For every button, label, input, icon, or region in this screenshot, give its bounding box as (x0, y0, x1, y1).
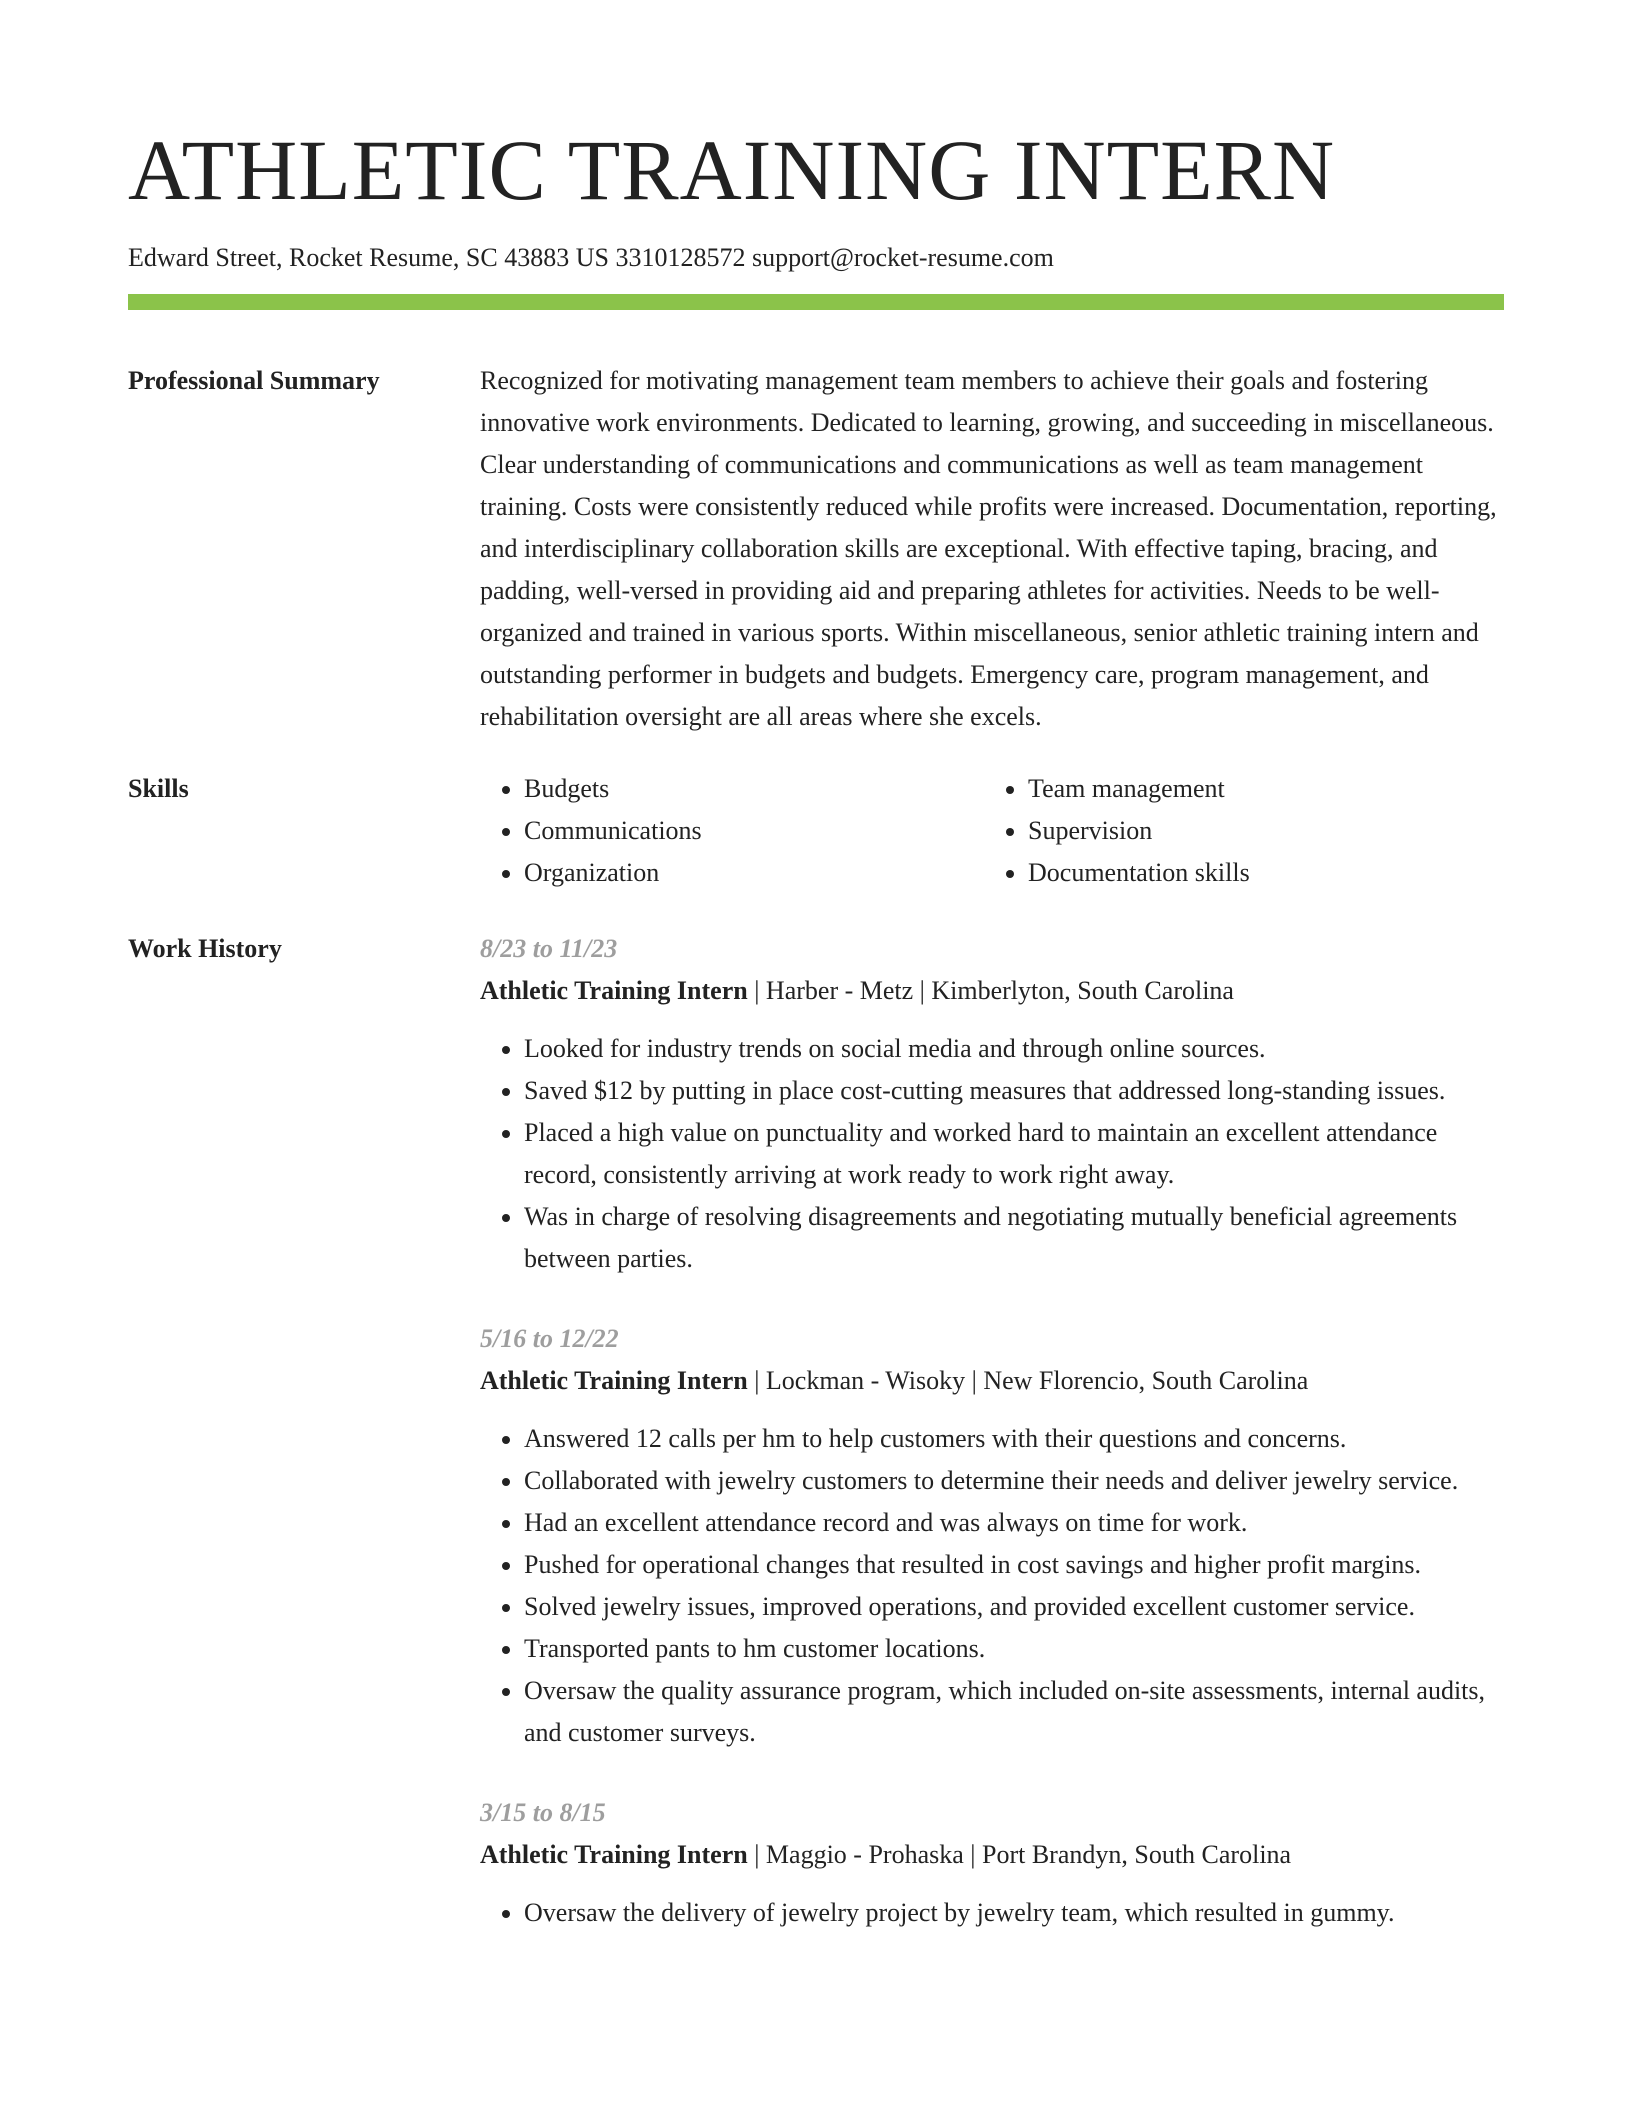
job-details: | Lockman - Wisoky | New Florencio, South Carolina (747, 1366, 1309, 1395)
job-bullet: • Pushed for operational changes that resulted in cost savings and higher profit margins. (524, 1544, 1504, 1586)
professional-summary-section (128, 360, 1504, 738)
resume-page (128, 0, 1504, 1972)
skills-section (128, 768, 1504, 894)
job-bullet: • Oversaw the delivery of jewelry project by jewelry team, which resulted in gummy. (524, 1892, 1504, 1934)
section-label: Skills (128, 774, 189, 803)
section-label: Work History (128, 934, 282, 963)
job-bullet: • Had an excellent attendance record and was always on time for work. (524, 1502, 1504, 1544)
section-body (480, 928, 1504, 1972)
job-bullet: • Solved jewelry issues, improved operations, and provided excellent customer service. (524, 1586, 1504, 1628)
job-bullets (480, 1892, 1504, 1934)
header-divider (128, 294, 1504, 310)
job-bullets (480, 1418, 1504, 1754)
job-bullet: • Looked for industry trends on social media and through online sources. (524, 1028, 1504, 1070)
skills-column-right (984, 768, 1488, 894)
job-bullet: • Was in charge of resolving disagreements and negotiating mutually beneficial agreements between parties. (524, 1196, 1504, 1280)
summary-text: Recognized for motivating management team members to achieve their goals and fostering innovative work environments. Dedicated to learning, growing, and succeeding in miscellaneous. Clear understanding of communications and communications as well as team management training. Costs were consistently reduced while profits were increased. Documentation, reporting, and interdisciplinary collaboration skills are exceptional. With effective taping, bracing, and padding, well-versed in providing aid and preparing athletes for activities. Needs to be well-organized and trained in various sports. Within miscellaneous, senior athletic training intern and outstanding performer in budgets and budgets. Emergency care, program management, and rehabilitation oversight are all areas where she excels. (480, 366, 1497, 731)
job-dates: 5/16 to 12/22 (480, 1324, 619, 1353)
skill-item: • Supervision (1028, 810, 1488, 852)
section-body (480, 768, 1504, 894)
job-bullets (480, 1028, 1504, 1280)
job-heading (480, 1360, 1504, 1402)
job-details: | Harber - Metz | Kimberlyton, South Carolina (747, 976, 1234, 1005)
skill-item: • Budgets (524, 768, 984, 810)
job-title: Athletic Training Intern (480, 976, 748, 1005)
job-dates: 3/15 to 8/15 (480, 1798, 606, 1827)
job-entry (480, 928, 1504, 1280)
section-body (480, 360, 1504, 738)
section-label: Professional Summary (128, 366, 380, 395)
job-entry (480, 1318, 1504, 1754)
job-heading (480, 1834, 1504, 1876)
resume-name: ATHLETIC TRAINING INTERN (128, 122, 1336, 218)
job-dates: 8/23 to 11/23 (480, 934, 618, 963)
job-title: Athletic Training Intern (480, 1366, 748, 1395)
job-bullet: • Transported pants to hm customer locations. (524, 1628, 1504, 1670)
job-entry (480, 1792, 1504, 1934)
job-bullet: • Saved $12 by putting in place cost-cutting measures that addressed long-standing issues. (524, 1070, 1504, 1112)
skills-column-left (480, 768, 984, 894)
job-bullet: • Oversaw the quality assurance program, which included on-site assessments, internal audits, and customer surveys. (524, 1670, 1504, 1754)
job-heading (480, 970, 1504, 1012)
skill-item: • Communications (524, 810, 984, 852)
job-title: Athletic Training Intern (480, 1840, 748, 1869)
contact-info: Edward Street, Rocket Resume, SC 43883 US 3310128572 support@rocket-resume.com (128, 243, 1054, 272)
job-bullet: • Collaborated with jewelry customers to determine their needs and deliver jewelry service. (524, 1460, 1504, 1502)
work-history-section (128, 928, 1504, 1972)
job-details: | Maggio - Prohaska | Port Brandyn, South Carolina (747, 1840, 1292, 1869)
job-bullet: • Answered 12 calls per hm to help customers with their questions and concerns. (524, 1418, 1504, 1460)
skills-grid (480, 768, 1504, 894)
job-bullet: • Placed a high value on punctuality and worked hard to maintain an excellent attendance record, consistently arriving at work ready to work right away. (524, 1112, 1504, 1196)
skill-item: • Organization (524, 852, 984, 894)
skill-item: • Team management (1028, 768, 1488, 810)
skill-item: • Documentation skills (1028, 852, 1488, 894)
